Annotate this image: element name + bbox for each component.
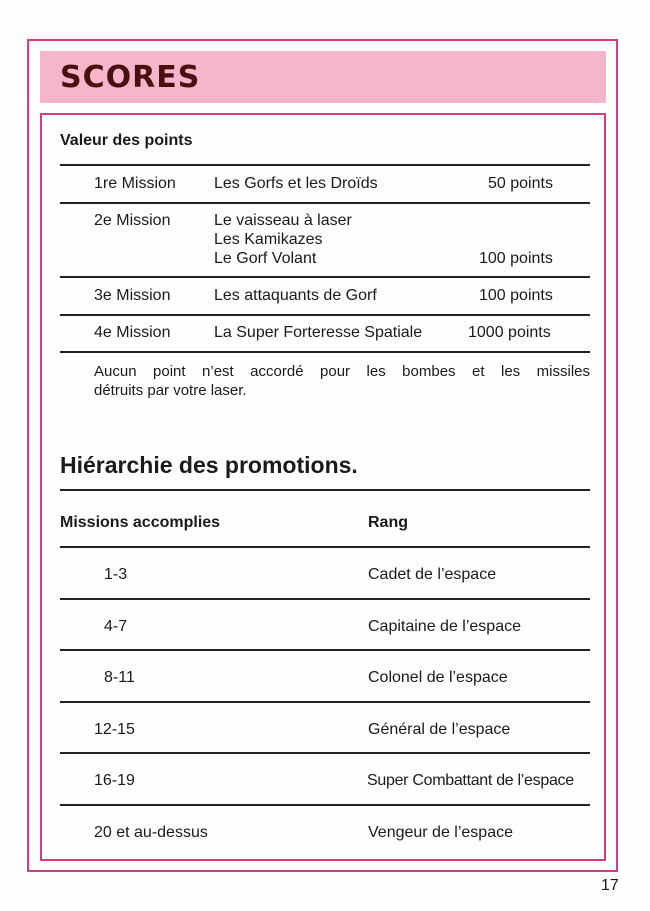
divider [60,598,590,600]
mission-target: Le vaisseau à laser [214,212,352,229]
mission-label: 3e Mission [94,287,171,304]
missions-range: 12-15 [94,721,135,738]
divider [60,164,590,166]
promotions-heading: Hiérarchie des promotions. [60,452,358,478]
divider [60,276,590,278]
page-title: SCORES [60,60,201,95]
rank-name: Colonel de l’espace [368,669,508,686]
mission-label: 1re Mission [94,175,176,192]
points-heading: Valeur des points [60,132,193,149]
divider [60,752,590,754]
column-header-missions: Missions accomplies [60,514,221,531]
mission-points: 100 points [479,287,553,304]
rank-name: Super Combattant de l’espace [367,772,574,789]
mission-target: Les Gorfs et les Droïds [214,175,378,192]
mission-label: 4e Mission [94,324,171,341]
points-note [94,362,590,400]
missions-range: 1-3 [104,566,128,583]
note-line: Aucun point n’est accordé pour les bombes et les missiles [94,363,590,380]
rank-name: Cadet de l’espace [368,566,497,583]
scores-banner [40,51,606,103]
divider [60,202,590,204]
mission-target: Les attaquants de Gorf [214,287,377,304]
mission-points: 50 points [488,175,553,192]
rank-name: Général de l’espace [368,721,511,738]
divider [60,546,590,548]
mission-points: 1000 points [468,324,551,341]
missions-range: 16-19 [94,772,135,789]
mission-label: 2e Mission [94,212,171,229]
column-header-rank: Rang [368,514,408,531]
mission-target: Les Kamikazes [214,231,323,248]
mission-target: Le Gorf Volant [214,250,317,267]
page-number: 17 [601,877,619,894]
divider [60,701,590,703]
note-line: détruits par votre laser. [94,382,247,399]
rank-name: Capitaine de l’espace [368,618,521,635]
mission-target: La Super Forteresse Spatiale [214,324,423,341]
divider [60,649,590,651]
missions-range: 8-11 [104,669,135,686]
missions-range: 4-7 [104,618,128,635]
divider [60,489,590,491]
mission-points: 100 points [479,250,553,267]
missions-range: 20 et au-dessus [94,824,208,841]
divider [60,351,590,353]
divider [60,314,590,316]
rank-name: Vengeur de l’espace [368,824,513,841]
divider [60,804,590,806]
